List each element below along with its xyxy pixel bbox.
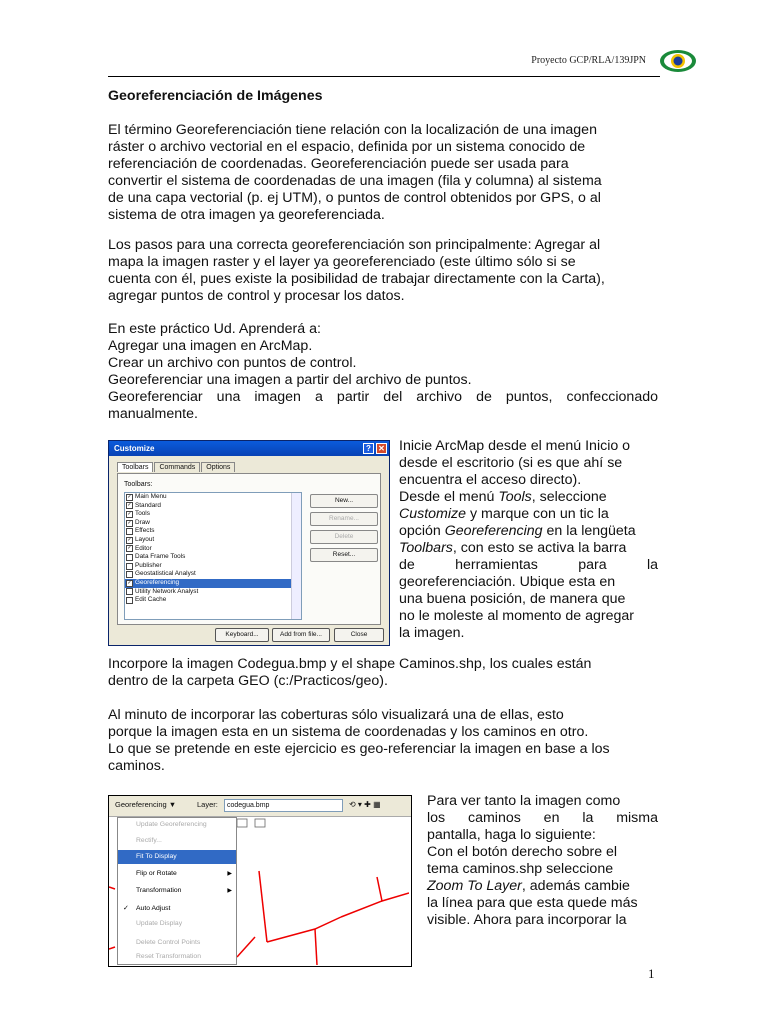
- text-line: El término Georeferenciación tiene relación con la localización de una imagen: [108, 122, 597, 138]
- menu-item[interactable]: [118, 884, 236, 898]
- emphasis: Customize: [399, 506, 467, 522]
- text-line: Georeferenciar una imagen a partir del archivo de puntos, confeccionado: [108, 389, 658, 405]
- document-title: Georeferenciación de Imágenes: [108, 88, 323, 104]
- text-line: manualmente.: [108, 406, 198, 422]
- menu-item-label: Fit To Display: [136, 853, 177, 860]
- menu-item[interactable]: [118, 936, 236, 950]
- checkbox[interactable]: [126, 571, 133, 578]
- georeferencing-toolbar-screenshot: [108, 795, 412, 967]
- menu-item-label: Reset Transformation: [136, 953, 201, 960]
- map-view[interactable]: [237, 817, 409, 965]
- list-item-label: Publisher: [135, 561, 162, 569]
- text-line: Para ver tanto la imagen como: [427, 793, 621, 809]
- submenu-arrow-icon: ▶: [227, 888, 232, 894]
- text-line: de herramientas para la: [399, 557, 658, 573]
- text-line: Crear un archivo con puntos de control.: [108, 355, 357, 371]
- project-code: Proyecto GCP/RLA/139JPN: [531, 55, 646, 66]
- list-item-label: Geostatistical Analyst: [135, 570, 196, 578]
- paragraph-incorporate: [108, 656, 658, 690]
- reset-button[interactable]: Reset...: [310, 548, 378, 562]
- menu-item-label: Update Georeferencing: [136, 821, 207, 828]
- close-button[interactable]: Close: [334, 628, 384, 642]
- tab-options[interactable]: Options: [201, 462, 235, 472]
- list-item[interactable]: [125, 570, 301, 579]
- paragraph-steps: [108, 237, 658, 305]
- customize-dialog-screenshot: [108, 440, 390, 646]
- page-number: 1: [648, 966, 655, 981]
- checkbox[interactable]: ✓: [127, 536, 132, 543]
- emphasis: Georeferencing: [444, 523, 543, 539]
- checkbox[interactable]: ✓: [127, 545, 132, 552]
- new-button[interactable]: New...: [310, 494, 378, 508]
- page-header: [108, 48, 698, 74]
- checkbox[interactable]: [126, 563, 133, 570]
- text-line: ráster o archivo vectorial en el espacio, definida por un sistema conocido de: [108, 139, 586, 155]
- list-item[interactable]: [125, 493, 301, 502]
- text-line: opción Georeferencing en la lengüeta: [399, 523, 636, 539]
- text-line: Georeferenciar una imagen a partir del archivo de puntos.: [108, 372, 472, 388]
- text-line: los caminos en la misma: [427, 810, 658, 826]
- dialog-title-bar: [109, 441, 389, 456]
- list-item-label: Edit Cache: [135, 596, 167, 604]
- menu-item-fit-to-display[interactable]: [118, 850, 236, 864]
- checkbox[interactable]: ✓: [127, 519, 132, 526]
- toolbars-list-label: Toolbars:: [124, 481, 153, 488]
- help-icon[interactable]: ?: [363, 443, 374, 454]
- toolbars-panel: [117, 473, 381, 625]
- list-item-label: Effects: [135, 527, 155, 535]
- list-item[interactable]: [125, 527, 301, 536]
- list-item-label: Georeferencing: [135, 578, 180, 586]
- road-line: [237, 937, 255, 957]
- list-item[interactable]: [125, 545, 301, 554]
- text-line: Con el botón derecho sobre el: [427, 844, 618, 860]
- close-icon[interactable]: ✕: [376, 443, 387, 454]
- add-from-file-button[interactable]: Add from file...: [272, 628, 330, 642]
- paragraph-coverages: [108, 707, 658, 775]
- text-line: Inicie ArcMap desde el menú Inicio o: [399, 438, 631, 454]
- list-item-selected[interactable]: [125, 579, 301, 588]
- list-item[interactable]: [125, 536, 301, 545]
- list-item[interactable]: [125, 519, 301, 528]
- text-line: Agregar una imagen en ArcMap.: [108, 338, 313, 354]
- checkbox[interactable]: [126, 597, 133, 604]
- paragraph-intro: [108, 122, 658, 224]
- menu-item-label: Auto Adjust: [136, 905, 171, 912]
- layer-select[interactable]: codegua.bmp: [224, 799, 343, 812]
- list-item[interactable]: [125, 502, 301, 511]
- zoom-tool-icon: [237, 819, 247, 827]
- project-logo-icon: [658, 46, 698, 76]
- road-line: [377, 877, 382, 901]
- text-line: la línea para que esta quede más: [427, 895, 638, 911]
- text-line: una buena posición, de manera que: [399, 591, 626, 607]
- rotate-icon[interactable]: ⟲ ▾ ✚ ▦: [349, 800, 381, 809]
- checkbox[interactable]: ✓: [127, 579, 132, 586]
- menu-item-label: Delete Control Points: [136, 939, 201, 946]
- text-line: Toolbars, con esto se activa la barra: [399, 540, 627, 556]
- text-line: dentro de la carpeta GEO (c:/Practicos/geo).: [108, 673, 388, 689]
- text-line: la imagen.: [399, 625, 465, 641]
- list-item[interactable]: [125, 553, 301, 562]
- text-line: Incorpore la imagen Codegua.bmp y el shape Caminos.shp, los cuales están: [108, 656, 592, 672]
- checkbox[interactable]: ✓: [127, 510, 132, 517]
- menu-item[interactable]: [118, 917, 236, 931]
- checkbox[interactable]: ✓: [127, 502, 132, 509]
- menu-item[interactable]: [118, 950, 236, 964]
- toolbars-list[interactable]: [124, 492, 302, 620]
- keyboard-button[interactable]: Keyboard...: [215, 628, 269, 642]
- instructions-arcmap: [399, 438, 658, 642]
- checkbox[interactable]: [126, 554, 133, 561]
- text-line: Customize y marque con un tic la: [399, 506, 609, 522]
- list-item[interactable]: [125, 562, 301, 571]
- text-line: caminos.: [108, 758, 165, 774]
- road-line: [315, 929, 317, 965]
- text-line: pantalla, haga lo siguiente:: [427, 827, 596, 843]
- delete-button[interactable]: Delete: [310, 530, 378, 544]
- list-item[interactable]: [125, 596, 301, 605]
- list-item-label: Editor: [135, 544, 152, 552]
- layer-label: Layer:: [197, 800, 218, 809]
- text-line: convertir el sistema de coordenadas de una imagen (fila y columna) al sistema: [108, 173, 602, 189]
- text-line: Zoom To Layer, además cambie: [427, 878, 630, 894]
- road-line: [267, 917, 341, 942]
- list-item-label: Utility Network Analyst: [135, 587, 199, 595]
- text-line: Al minuto de incorporar las coberturas sólo visualizará una de ellas, esto: [108, 707, 564, 723]
- menu-item-label: Transformation: [136, 887, 182, 894]
- text-line: encuentra el acceso directo).: [399, 472, 582, 488]
- emphasis: Toolbars: [399, 540, 453, 556]
- check-icon: ✓: [123, 905, 129, 912]
- list-item-label: Tools: [135, 510, 150, 518]
- instructions-zoom: [427, 793, 658, 929]
- menu-item[interactable]: [118, 867, 236, 881]
- text-line: mapa la imagen raster y el layer ya georeferenciado (este último sólo si se: [108, 254, 576, 270]
- georeferencing-toolbar: [109, 796, 411, 817]
- list-item-label: Draw: [135, 518, 150, 526]
- text-line: En este práctico Ud. Aprenderá a:: [108, 321, 321, 337]
- text-line: referenciación de coordenadas. Georeferenciación puede ser usada para: [108, 156, 569, 172]
- checkbox[interactable]: [126, 588, 133, 595]
- text-line: porque la imagen esta en un sistema de coordenadas y los caminos en otro.: [108, 724, 589, 740]
- submenu-arrow-icon: ▶: [227, 871, 232, 877]
- checkbox[interactable]: [126, 528, 133, 535]
- text-line: georeferenciación. Ubique esta en: [399, 574, 616, 590]
- menu-item-label: Rectify...: [136, 837, 162, 844]
- text-line: no le moleste al momento de agregar: [399, 608, 635, 624]
- extent-tool-icon: [255, 819, 265, 827]
- text-line: Los pasos para una correcta georeferenciación son principalmente: Agregar al: [108, 237, 601, 253]
- text-line: tema caminos.shp seleccione: [427, 861, 614, 877]
- road-line: [259, 871, 267, 942]
- dialog-title: Customize: [114, 444, 155, 453]
- list-scrollbar[interactable]: [291, 493, 301, 619]
- list-item-label: Standard: [135, 501, 161, 509]
- text-line: agregar puntos de control y procesar los datos.: [108, 288, 405, 304]
- list-item[interactable]: [125, 588, 301, 597]
- menu-item[interactable]: [118, 818, 236, 832]
- menu-item-label: Update Display: [136, 920, 183, 927]
- text-line: sistema de otra imagen ya georeferenciada.: [108, 207, 385, 223]
- list-item-label: Main Menu: [135, 493, 167, 500]
- header-rule: [108, 76, 660, 77]
- menu-item-auto-adjust[interactable]: [118, 902, 236, 916]
- georeferencing-dropdown: [117, 817, 237, 965]
- tab-toolbars[interactable]: Toolbars: [117, 462, 153, 472]
- text-line: Lo que se pretende en este ejercicio es geo-referenciar la imagen en base a los: [108, 741, 610, 757]
- paragraph-objectives: [108, 321, 658, 423]
- emphasis: Zoom To Layer: [427, 878, 522, 894]
- georeferencing-menu-button[interactable]: Georeferencing ▼: [115, 800, 177, 809]
- map-margin-lines: [109, 817, 117, 965]
- list-item[interactable]: [125, 510, 301, 519]
- menu-item[interactable]: [118, 834, 236, 848]
- text-line: de una capa vectorial (p. ej UTM), o puntos de control obtenidos por GPS, o al: [108, 190, 601, 206]
- rename-button[interactable]: Rename...: [310, 512, 378, 526]
- tab-commands[interactable]: Commands: [154, 462, 200, 472]
- list-item-label: Layout: [135, 535, 155, 543]
- list-item-label: Data Frame Tools: [135, 553, 186, 561]
- road-line: [341, 893, 409, 917]
- text-line: visible. Ahora para incorporar la: [427, 912, 627, 928]
- emphasis: Tools: [498, 489, 532, 505]
- text-line: cuenta con él, pues existe la posibilidad de trabajar directamente con la Carta),: [108, 271, 605, 287]
- text-line: desde el escritorio (si es que ahí se: [399, 455, 623, 471]
- checkbox[interactable]: ✓: [127, 493, 132, 500]
- text-line: Desde el menú Tools, seleccione: [399, 489, 607, 505]
- menu-item-label: Flip or Rotate: [136, 870, 177, 877]
